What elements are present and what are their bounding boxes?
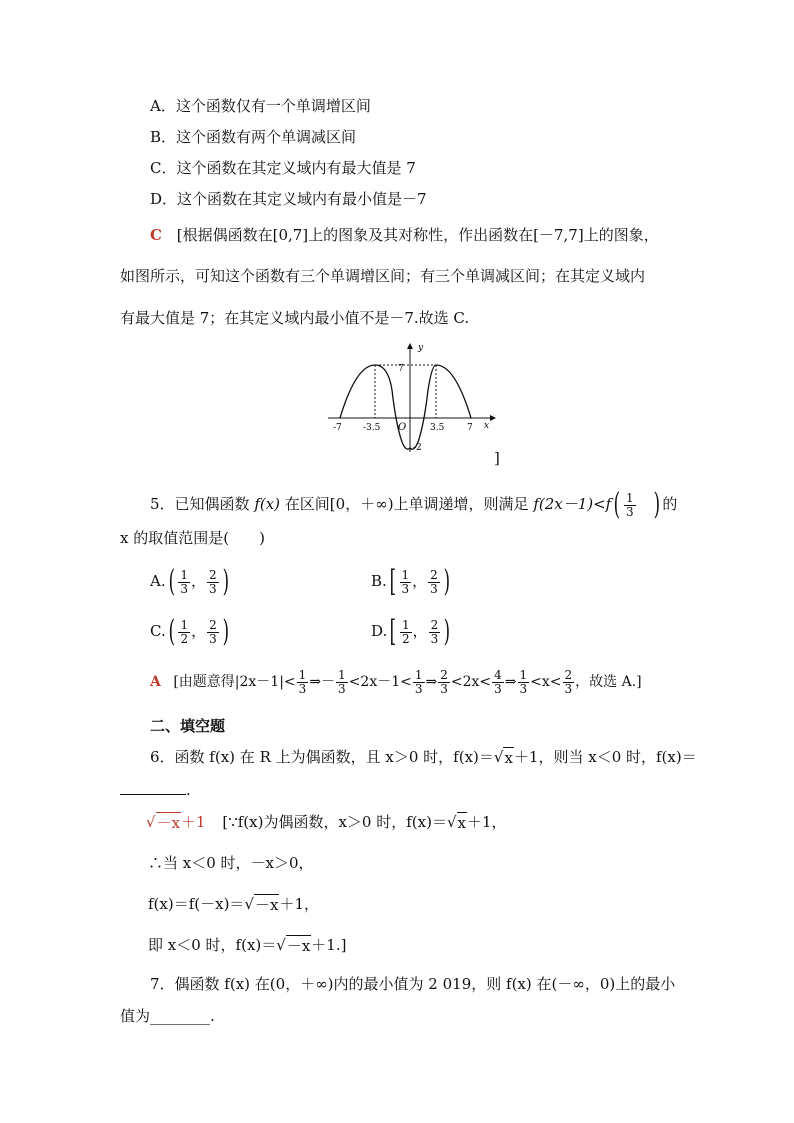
q5-answer xyxy=(150,666,642,698)
q5-ans-f6-n: 1 xyxy=(519,667,528,682)
q5-right-paren: ) xyxy=(653,487,660,522)
q5-opt-d-d2: 3 xyxy=(430,631,439,646)
q6-stem-b: ＋1，则当 x＜0 时，f(x)＝ xyxy=(513,748,697,766)
y-tick-neg2: -2 xyxy=(413,443,422,453)
q6-stem-sqrt-radicand: x xyxy=(504,749,513,767)
q5-opt-c-d1: 2 xyxy=(180,631,189,646)
q5-opt-a-d1: 3 xyxy=(180,581,188,596)
q5-ans-f1-n: 1 xyxy=(298,667,307,682)
q5-frac-num: 1 xyxy=(625,490,634,505)
q4-answer-line2: 如图所示，可知这个函数有三个单调增区间；有三个单调减区间；在其定义域内 xyxy=(120,267,646,285)
q5-opt-d-n2: 2 xyxy=(430,617,439,632)
q6-a1-tail: ＋1， xyxy=(467,813,507,831)
q5-opt-a-label: A. xyxy=(150,572,166,590)
q5-ans-f2-n: 1 xyxy=(338,667,346,682)
q6-answer-line2: ∴当 x＜0 时，－x＞0， xyxy=(148,854,314,872)
q6-answer-line1 xyxy=(146,812,507,833)
q5-opt-b-n1: 1 xyxy=(401,567,410,582)
q6-a4b: ＋1.] xyxy=(311,936,347,954)
q5-ans-f5-n: 4 xyxy=(494,667,502,682)
q6-a4-radicand: －x xyxy=(286,937,311,955)
q7-stem-line2: 值为________. xyxy=(120,1007,215,1025)
q5-answer-t7: <x< xyxy=(530,674,562,690)
q5-answer-t2: ⇒－ xyxy=(309,674,336,690)
function-graph xyxy=(326,340,496,458)
q5-opt-d-d1: 2 xyxy=(401,631,410,646)
q6-a3a: f(x)＝f(－x)＝ xyxy=(148,895,245,913)
q5-opt-a-n2: 2 xyxy=(208,567,217,582)
q6-stem-sqrt: √ x xyxy=(493,748,513,767)
q5-left-paren: ( xyxy=(613,487,621,522)
q6-a1-sqrt: √ x xyxy=(446,813,466,832)
q5-opt-c-d2: 3 xyxy=(209,631,217,646)
q4-option-a: A．这个函数仅有一个单调增区间 xyxy=(150,97,371,115)
q5-option-c: C.( $\frac{1}{2}$ ， $\frac{2}{3}$ ) xyxy=(150,614,229,649)
q5-ans-f2-d: 3 xyxy=(338,681,346,696)
q5-stem-inequality: f(2x－1)<f xyxy=(533,495,612,513)
q5-answer-t3: <2x－1< xyxy=(348,674,412,690)
x-tick-neg3-5: -3.5 xyxy=(363,423,381,433)
q5-opt-a-n1: 1 xyxy=(180,567,188,582)
y-tick-7: 7 xyxy=(398,364,404,374)
q5-ans-f3-d: 3 xyxy=(414,681,423,696)
q5-option-a: A.( $\frac{1}{3}$ ， $\frac{2}{3}$ ) xyxy=(150,564,229,599)
x-tick-7: 7 xyxy=(467,423,473,433)
q6-a1-radicand: x xyxy=(457,814,466,832)
q6-stem-line1 xyxy=(150,747,697,768)
q5-ans-f5-d: 3 xyxy=(494,681,502,696)
function-curve xyxy=(340,365,471,449)
q5-opt-b-d2: 3 xyxy=(430,581,438,596)
q6-a4-sqrt: √ －x xyxy=(276,936,311,955)
q6-answer-line3 xyxy=(148,894,319,915)
q5-opt-c-n1: 1 xyxy=(180,617,189,632)
q5-opt-b-label: B. xyxy=(371,572,387,590)
q5-fraction xyxy=(624,492,636,519)
q4-answer-text1: [根据偶函数在[0,7]上的图象及其对称性，作出函数在[－7,7]上的图象， xyxy=(176,226,659,244)
q5-answer-t6: ⇒ xyxy=(504,674,517,690)
q5-stem-line1 xyxy=(150,488,677,520)
q6-answer-a1: [∵f(x)为偶函数，x＞0 时，f(x)＝ xyxy=(222,813,447,831)
origin-label: O xyxy=(398,422,407,433)
q6-answer-tail: ＋1 xyxy=(181,813,206,831)
q5-ans-f4-d: 3 xyxy=(440,681,448,696)
q5-stem-e: 的 xyxy=(662,495,678,513)
q5-opt-b-d1: 3 xyxy=(401,581,410,596)
q5-stem-line2: x 的取值范围是( ) xyxy=(120,529,265,547)
q6-a4a: 即 x＜0 时，f(x)＝ xyxy=(148,936,277,954)
q5-ans-f6-d: 3 xyxy=(519,681,528,696)
q4-answer-line3: 有最大值是 7；在其定义域内最小值不是－7.故选 C. xyxy=(120,309,470,327)
q4-answer-letter: C xyxy=(150,226,162,244)
q6-a3-sqrt: √ －x xyxy=(244,895,279,914)
q5-stem-c: 在区间[0，＋∞)上单调递增，则满足 xyxy=(280,495,534,513)
q5-option-d: D.[ $\frac{1}{2}$ ， $\frac{2}{3}$ ) xyxy=(371,614,451,649)
q5-answer-t8: ，故选 A.] xyxy=(575,674,642,690)
y-axis-arrow xyxy=(407,343,413,349)
q6-answer-value: √ －x ＋1 xyxy=(146,813,206,832)
q6-stem-a: 6．函数 f(x) 在 R 上为偶函数，且 x＞0 时，f(x)＝ xyxy=(150,748,494,766)
q4-answer-line1 xyxy=(150,225,659,245)
section-title-fill-in: 二、填空题 xyxy=(150,717,226,735)
q5-opt-d-label: D. xyxy=(371,622,388,640)
q6-answer-radicand: －x xyxy=(156,814,181,832)
q6-a3-radicand: －x xyxy=(255,896,279,914)
x-tick-neg7: -7 xyxy=(333,423,342,433)
q5-ans-f1-d: 3 xyxy=(298,681,307,696)
q5-answer-t5: <2x< xyxy=(450,674,492,690)
q5-frac-den: 3 xyxy=(625,504,634,519)
q5-stem-fx: f(x) xyxy=(254,495,281,513)
q4-option-b: B．这个函数有两个单调减区间 xyxy=(150,128,357,146)
x-axis-label: x xyxy=(484,421,490,431)
q5-ans-f4-n: 2 xyxy=(440,667,448,682)
q6-answer-line4 xyxy=(148,935,346,956)
q4-option-d: D．这个函数在其定义域内有最小值是－7 xyxy=(150,190,427,208)
q5-ans-f7-n: 2 xyxy=(564,667,573,682)
y-axis-label: y xyxy=(418,343,424,353)
q5-answer-t1: [由题意得|2x－1|< xyxy=(173,674,296,690)
q6-answer-blank: . xyxy=(120,780,191,800)
q6-a3b: ＋1， xyxy=(279,895,320,913)
q5-answer-letter: A xyxy=(150,674,161,690)
q5-option-b: B.[ $\frac{1}{3}$ ， $\frac{2}{3}$ ) xyxy=(371,564,450,599)
q5-answer-t4: ⇒ xyxy=(425,674,438,690)
q5-stem-a: 5．已知偶函数 xyxy=(150,495,255,513)
x-tick-3-5: 3.5 xyxy=(430,423,445,433)
q5-opt-b-n2: 2 xyxy=(430,567,438,582)
q5-opt-a-d2: 3 xyxy=(208,581,217,596)
q5-ans-f3-n: 1 xyxy=(414,667,423,682)
q5-opt-c-label: C. xyxy=(150,622,166,640)
q4-option-c: C．这个函数在其定义域内有最大值是 7 xyxy=(150,159,416,177)
q7-stem-line1: 7．偶函数 f(x) 在(0，＋∞)内的最小值为 2 019，则 f(x) 在(－∞，0)上的最小 xyxy=(150,975,676,993)
q5-opt-d-n1: 1 xyxy=(401,617,410,632)
q5-opt-c-n2: 2 xyxy=(209,617,217,632)
q4-answer-close: ] xyxy=(494,449,500,467)
x-axis-arrow xyxy=(490,415,496,421)
q5-ans-f7-d: 3 xyxy=(564,681,573,696)
